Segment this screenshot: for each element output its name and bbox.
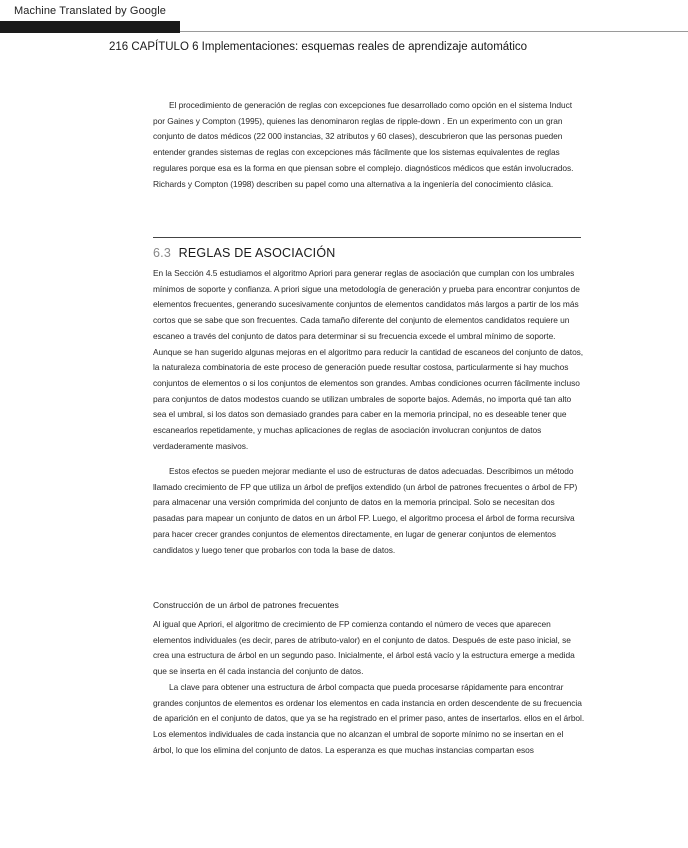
intro-paragraph: El procedimiento de generación de reglas con excepciones fue desarrollado como opción en el sistema Induct por Gaines y Compton (1995), quienes las denominaron reglas de ripple-down . En un experimento con un gran conjunto de datos médicos (22 000 instancias, 32 atributos y 60 clases), descubrieron que las personas pueden entender grandes sistemas de reglas con excepciones más fácilmente que los sistemas equivalentes de reglas regulares porque esa es la forma en que piensan sobre el complejo. diagnósticos médicos que están involucrados. Richards y Compton (1998) describen su papel como una alternativa a la ingeniería del conocimiento clásica.: [153, 100, 574, 189]
page-running-head: 216 CAPÍTULO 6 Implementaciones: esquemas reales de aprendizaje automático: [109, 41, 528, 53]
section-number: 6.3: [153, 246, 171, 260]
subsection-paragraph-1: Al igual que Apriori, el algoritmo de crecimiento de FP comienza contando el número de veces que aparecen elementos individuales (es decir, pares de atributo-valor) en el conjunto de datos. Después de este paso inicial, se crea una estructura de árbol en un segundo paso. Inicialmente, el árbol está vacío y la estructura emerge a medida que se inserta en él cada instancia del conjunto de datos.: [153, 619, 575, 677]
subsection-heading: Construcción de un árbol de patrones frecuentes: [153, 600, 339, 610]
section-paragraph-1: En la Sección 4.5 estudiamos el algoritmo Apriori para generar reglas de asociación que cumplan con los umbrales mínimos de soporte y confianza. A priori sigue una metodología de generación y prueba para encontrar conjuntos de elementos frecuentes, generando sucesivamente conjuntos de elementos candidatos más largos a partir de los más cortos que se sabe que son frecuentes. Cada tamaño diferente del conjunto de elementos candidatos requiere un escaneo a través del conjunto de datos para determinar si su frecuencia excede el umbral mínimo de soporte. Aunque se han sugerido algunas mejoras en el algoritmo para reducir la cantidad de escaneos del conjunto de datos, la naturaleza combinatoria de este proceso de generación puede resultar costosa, particularmente si hay muchos conjuntos de elementos o si los conjuntos de elementos son grandes. Ambas condiciones ocurren fácilmente incluso para conjuntos de datos modestos cuando se utilizan umbrales de soporte bajos. Además, no importa qué tan alto sea el umbral, si los datos son demasiado grandes para caber en la memoria principal, no es deseable tener que escanearlos repetidamente, y muchas aplicaciones de reglas de asociación involucran conjuntos de datos verdaderamente masivos.: [153, 268, 584, 451]
section-heading: [153, 246, 336, 260]
section-paragraph-2: Estos efectos se pueden mejorar mediante el uso de estructuras de datos adecuadas. Describimos un método llamado crecimiento de FP que utiliza un árbol de prefijos extendido (un árbol de patrones frecuentes o árbol de FP) para almacenar una versión comprimida del conjunto de datos en la memoria principal. Solo se necesitan dos pasadas para mapear un conjunto de datos en un árbol FP. Luego, el algoritmo procesa el árbol de forma recursiva para hacer crecer grandes conjuntos de elementos directamente, en lugar de generar conjuntos de elementos candidatos y luego tener que probarlos con toda la base de datos.: [153, 466, 578, 555]
banner-divider-line: [180, 31, 688, 32]
translation-banner-text: Machine Translated by Google: [14, 5, 166, 17]
subsection-paragraph-2: La clave para obtener una estructura de árbol compacta que pueda procesarse rápidamente para encontrar grandes conjuntos de elementos es ordenar los elementos en cada instancia en orden descendente de su frecuencia de aparición en el conjunto de datos, que ya se ha registrado en el primer paso, antes de insertarlos. ellos en el árbol. Los elementos individuales de cada instancia que no alcanzan el umbral de soporte mínimo no se insertan en el árbol, lo que los elimina del conjunto de datos. La esperanza es que muchas instancias compartan esos: [153, 682, 585, 755]
section-title: REGLAS DE ASOCIACIÓN: [178, 246, 336, 260]
section-rule: [153, 237, 581, 238]
banner-dark-bar: [0, 21, 180, 33]
